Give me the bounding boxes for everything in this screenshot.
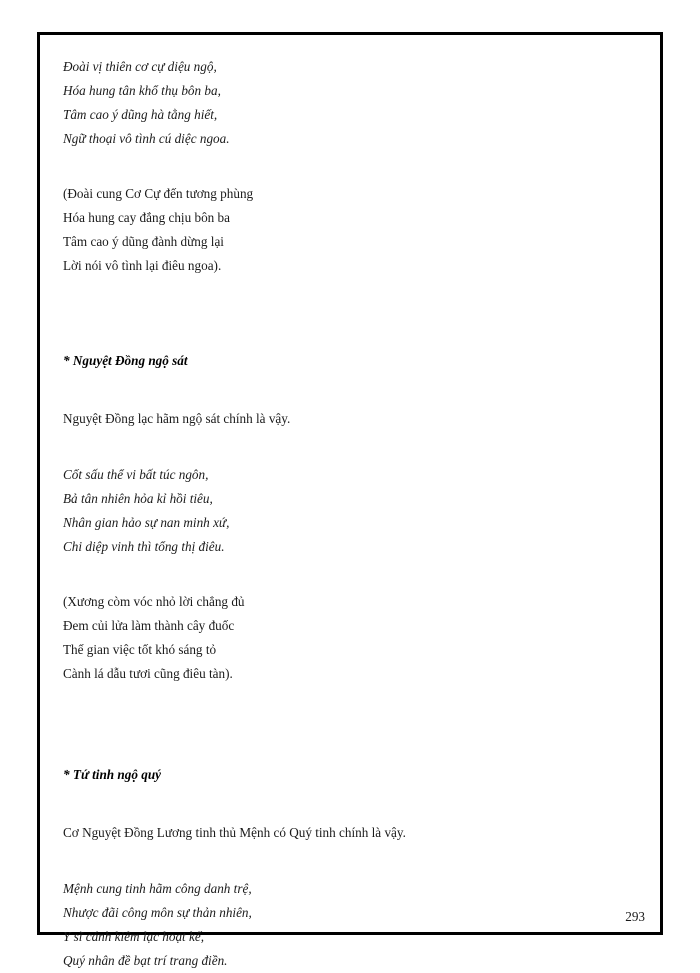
translation-block <box>63 182 633 278</box>
section-heading-tu-tinh-ngo-quy <box>63 763 633 787</box>
block-spacer <box>63 559 633 590</box>
text-line: Cơ Nguyệt Đồng Lương tinh thủ Mệnh có Quý tinh chính là vậy. <box>63 825 406 840</box>
translation-block <box>63 590 633 686</box>
text-line: Quý nhân đề bạt trí trang điền. <box>63 953 228 968</box>
text-line: Cành lá dẫu tươi cũng điêu tàn). <box>63 666 233 681</box>
text-line: Chi diệp vinh thì tổng thị điêu. <box>63 539 225 554</box>
prose-block <box>63 407 633 431</box>
text-line: (Xương còm vóc nhỏ lời chẳng đủ <box>63 594 245 609</box>
text-line: Đem củi lửa làm thành cây đuốc <box>63 618 235 633</box>
page-number: 293 <box>625 909 645 924</box>
text-line: Nguyệt Đồng lạc hãm ngộ sát chính là vậy. <box>63 411 291 426</box>
block-spacer <box>63 431 633 463</box>
block-spacer <box>63 278 633 349</box>
block-spacer <box>63 787 633 821</box>
prose-block <box>63 821 633 845</box>
block-spacer <box>63 686 633 763</box>
text-line: Đoài vị thiên cơ cự diệu ngộ, <box>63 59 217 74</box>
text-line: Ngữ thoại vô tình cú diệc ngoa. <box>63 131 230 146</box>
text-line: Nhược đãi công môn sự thản nhiên, <box>63 905 252 920</box>
text-line: Lời nói vô tình lại điêu ngoa). <box>63 258 222 273</box>
text-line: Y sĩ cánh kiêm lạc hoạt kế, <box>63 929 204 944</box>
text-line: Hóa hung cay đắng chịu bôn ba <box>63 210 230 225</box>
verse-block <box>63 463 633 559</box>
text-line: Bả tân nhiên hỏa kỉ hồi tiêu, <box>63 491 213 506</box>
verse-block <box>63 877 633 973</box>
text-line: Mệnh cung tinh hãm công danh trệ, <box>63 881 252 896</box>
text-line: Thế gian việc tốt khó sáng tỏ <box>63 642 217 657</box>
heading-text: * Nguyệt Đồng ngộ sát <box>63 353 188 368</box>
page-text-content <box>63 55 633 973</box>
section-heading-nguyet-dong-ngo-sat <box>63 349 633 373</box>
text-line: Cốt sấu thể vi bất túc ngôn, <box>63 467 209 482</box>
text-line: (Đoài cung Cơ Cự đến tương phùng <box>63 186 254 201</box>
verse-block <box>63 55 633 151</box>
text-line: Tâm cao ý dũng hà tằng hiết, <box>63 107 218 122</box>
text-line: Nhân gian hảo sự nan minh xứ, <box>63 515 230 530</box>
block-spacer <box>63 845 633 877</box>
block-spacer <box>63 373 633 407</box>
text-line: Hóa hung tân khổ thụ bôn ba, <box>63 83 221 98</box>
block-spacer <box>63 151 633 182</box>
heading-text: * Tứ tinh ngộ quý <box>63 767 162 782</box>
text-line: Tâm cao ý dũng đành dừng lại <box>63 234 224 249</box>
